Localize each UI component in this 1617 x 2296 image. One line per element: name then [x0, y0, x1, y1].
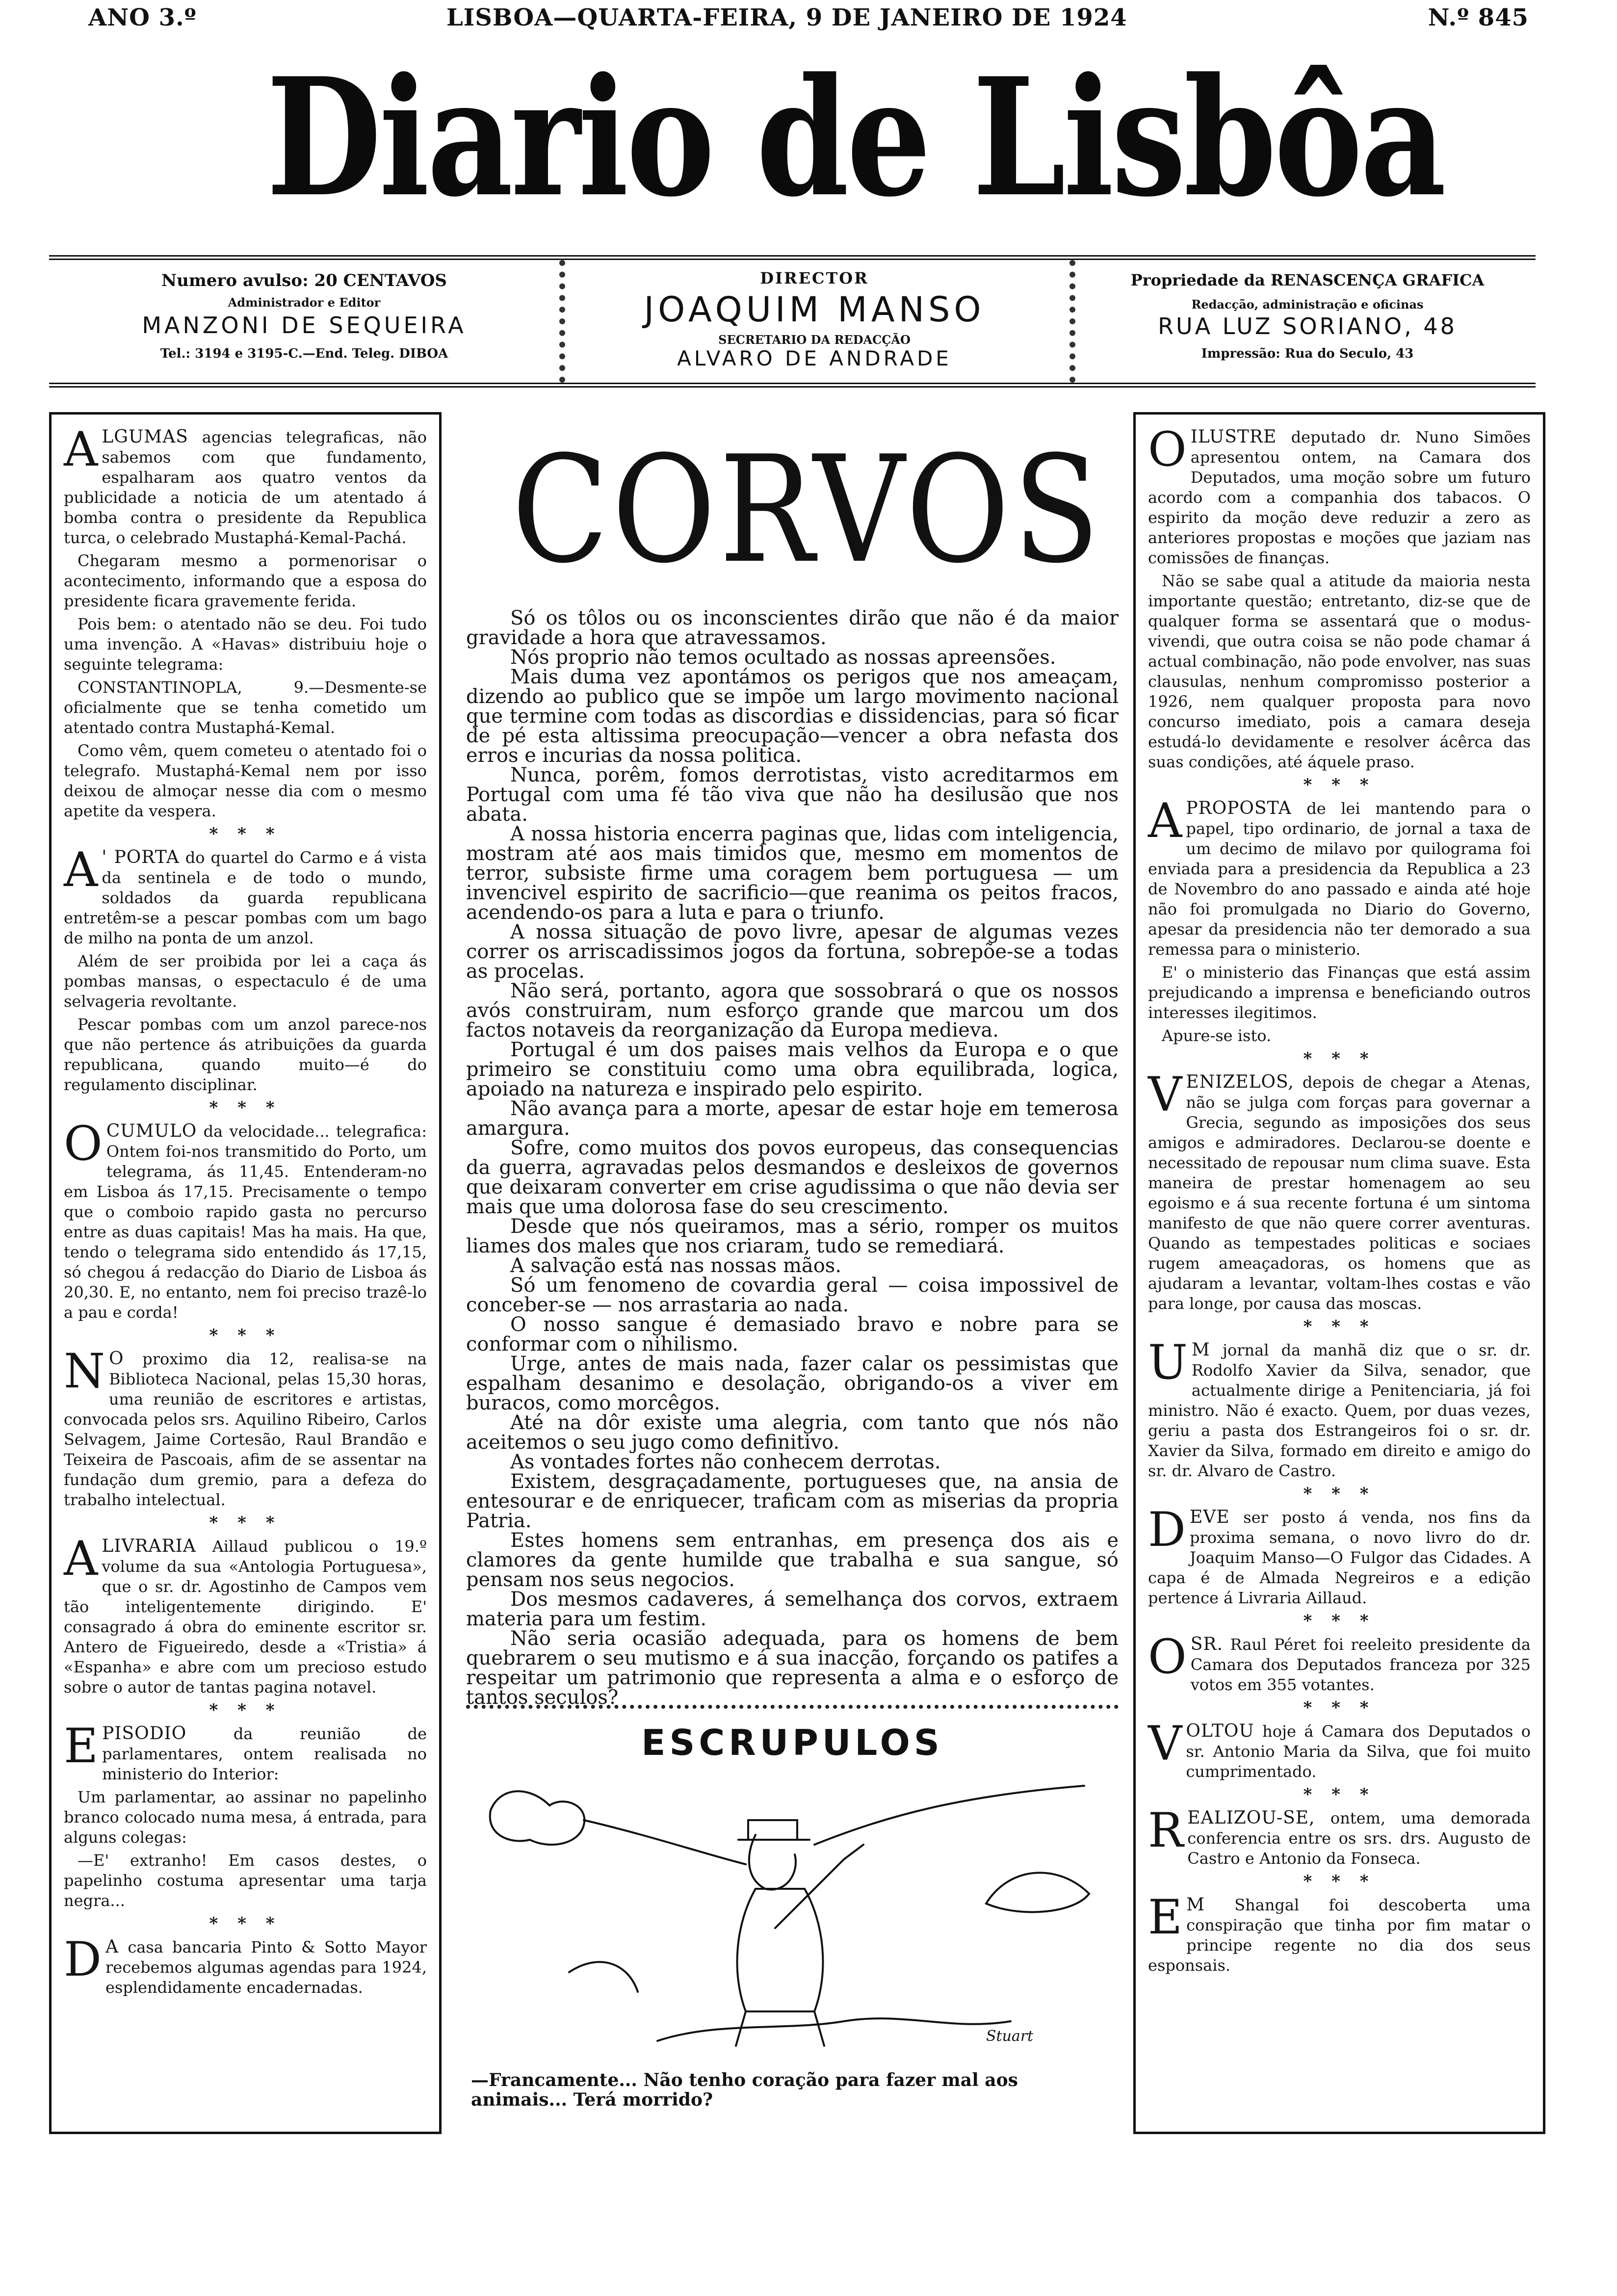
news-paragraph: [1148, 571, 1531, 772]
news-item: [1148, 1890, 1531, 1976]
cartoon-illustration: [471, 1766, 1119, 2061]
section-divider: * * *: [1303, 1484, 1376, 1504]
year-label: ANO 3.º: [88, 4, 197, 31]
lead-word: M: [1186, 1895, 1205, 1915]
issue-number: N.º 845: [1428, 4, 1529, 31]
drop-cap: O: [1148, 1629, 1187, 1684]
section-divider: * * *: [209, 824, 282, 844]
secretary-label: SECRETARIO DA REDACÇÃO: [718, 333, 911, 347]
masthead: [147, 39, 1472, 235]
masthead-title: Diario de Lisbôa: [266, 42, 1444, 233]
address-line: RUA LUZ SORIANO, 48: [1158, 313, 1457, 339]
editorial-paragraph: Nós proprio não temos ocultado as nossas apreensões.: [510, 646, 1056, 669]
property-line: Propriedade da RENASCENÇA GRAFICA: [1130, 271, 1485, 289]
news-item: [1148, 1629, 1531, 1695]
info-separator-left: [559, 260, 565, 383]
cartoon-signature: Stuart: [986, 2028, 1034, 2045]
item-text: Aillaud publicou o 19.º volume da sua «Antologia Portuguesa», que o sr. dr. Agostinho de Campos vem tão inteligentemente dirigindo. E' consagrado á obra do eminente escritor sr. Antero de Figueiredo, desde a «Tristia» á «Espanha» e abre com um precioso estudo sobre o autor de tantas pagina notavel.: [64, 1537, 427, 1696]
item-text: ontem, uma demorada conferencia entre os srs. drs. Augusto de Castro e Antonio da Fonseca.: [1187, 1809, 1531, 1868]
section-divider: * * *: [209, 1098, 282, 1118]
item-text: —E' extranho! Em casos destes, o papelinho costuma apresentar uma tarja negra...: [64, 1851, 427, 1910]
director-name: JOAQUIM MANSO: [644, 289, 985, 330]
item-text: E' o ministerio das Finanças que está assim prejudicando a imprensa e beneficiando outros interesses ilegitimos.: [1148, 963, 1531, 1022]
item-text: da velocidade... telegrafica: Ontem foi-nos transmitido do Porto, um telegrama, ás 11,45. Entenderam-no em Lisboa ás 17,15. Precisamente o tempo que o comboio rapido gasta no percurso entre as duas capitais! Mas ha mais. Ha que, tendo o telegrama sido entendido ás 17,15, só chegou á redacção do Diario de Lisboa ás 20,30. E, no entanto, nem foi preciso trazê-lo a pau e corda!: [64, 1122, 427, 1322]
item-text: depois de chegar a Atenas, não se julga com forças para governar a Grecia, segundo as imposições dos seus amigos e admiradores. Declarou-se doente e necessitado de repousar num clima suave. Esta maneira de prestar homenagem ao seu egoismo e á sua recente fortuna é um sintoma manifesto de que não quere correr aventuras. Quando as tempestades politicas e sociaes rugem ameaçadoras, os homens que as ajudaram a levantar, voltam-lhes costas e vão para longe, por causa das moscas.: [1148, 1073, 1531, 1313]
section-divider: * * *: [1303, 1317, 1376, 1336]
news-item: [1148, 1335, 1531, 1481]
drop-cap: O: [64, 1116, 103, 1171]
lead-word: ENIZELOS,: [1186, 1072, 1294, 1092]
news-paragraph: [64, 1015, 427, 1095]
item-text: Pescar pombas com um anzol parece-nos que não pertence ás atribuições da guarda republicana, quando muito—é do regulamento disciplinar.: [64, 1015, 427, 1094]
lead-word: EALIZOU-SE,: [1187, 1808, 1315, 1828]
editorial-paragraph: As vontades fortes não conhecem derrotas.: [510, 1451, 941, 1473]
item-text: jornal da manhã diz que o sr. dr. Rodolfo Xavier da Silva, senador, que actualmente dirige a Penitenciaria, já foi ministro. Não é exacto. Quem, por duas vezes, geriu a pasta dos Estrangeiros foi o sr. dr. Xavier da Silva, formado em direito e amigo do sr. dr. Alvaro de Castro.: [1148, 1341, 1531, 1480]
admin-name: MANZONI DE SEQUEIRA: [142, 312, 467, 339]
news-item: [64, 1719, 427, 1784]
section-divider: * * *: [209, 1513, 282, 1533]
section-divider: * * *: [1303, 1872, 1376, 1891]
lead-word: LIVRARIA: [102, 1536, 196, 1556]
news-item: [64, 842, 427, 948]
drop-cap: D: [64, 1932, 102, 1987]
item-text: agencias telegraficas, não sabemos com que fundamento, espalharam aos quatro ventos da publicidade a noticia de um atentado á bomba contra o presidente da Republica turca, o celebrado Mustaphá-Kemal-Pachá.: [64, 428, 427, 547]
item-text: Shangal foi descoberta uma conspiração que tinha por fim matar o principe regente no dia dos seus esponsais.: [1148, 1896, 1531, 1975]
item-text: Pois bem: o atentado não se deu. Foi tudo uma invenção. A «Havas» distribuiu hoje o seguinte telegrama:: [64, 615, 427, 674]
item-text: Raul Péret foi reeleito presidente da Camara dos Deputados franceza por 325 votos em 355 votantes.: [1190, 1635, 1531, 1694]
section-divider: * * *: [1303, 1785, 1376, 1804]
news-item: [64, 1531, 427, 1697]
editorial-paragraph: Dos mesmos cadaveres, á semelhança dos corvos, extraem materia para um festim.: [466, 1588, 1119, 1630]
lead-word: OLTOU: [1186, 1721, 1254, 1741]
lead-word: O: [109, 1349, 124, 1369]
info-bar: [49, 255, 1536, 388]
editorial-paragraph: Mais duma vez apontámos os perigos que nos ameaçam, dizendo ao publico que se impõe um largo movimento nacional que termine com todas as discordias e dissidencias, para só ficar de pé esta altissima preocupação—vencer a obra nefasta dos erros e incurias da nossa politica.: [466, 666, 1119, 767]
item-text: casa bancaria Pinto & Sotto Mayor recebemos algumas agendas para 1924, esplendidamente encadernadas.: [105, 1938, 427, 1997]
headline: CORVOS: [512, 424, 1103, 596]
editorial-paragraph: A nossa situação de povo livre, apesar de algumas vezes correr os arriscadissimos jogos da fortuna, sobrepõe-se a todas as procelas.: [466, 921, 1119, 983]
section-divider: * * *: [1303, 1698, 1376, 1718]
item-text: CONSTANTINOPLA, 9.—Desmente-se oficialmente que se tenha cometido um atentado contra Mustaphá-Kemal.: [64, 678, 427, 737]
drop-cap: N: [64, 1344, 105, 1399]
item-text: deputado dr. Nuno Simões apresentou ontem, na Camara dos Deputados, uma moção sobre um futuro acordo com a companhia dos tabacos. O espirito da moção deve reduzir a zero as anteriores propostas e moções que jaziam nas comissões de finanças.: [1148, 428, 1531, 567]
section-divider: * * *: [1303, 1049, 1376, 1069]
news-item: [64, 422, 427, 548]
news-item: [1148, 1803, 1531, 1869]
item-text: da reunião de parlamentares, ontem realisada no ministerio do Interior:: [102, 1724, 427, 1783]
editorial-paragraph: Desde que nós queiramos, mas a sério, romper os muitos liames dos males que nos criaram, tudo se remediará.: [466, 1215, 1119, 1257]
editorial-paragraph: Estes homens sem entranhas, em presença dos ais e clamores da gente humilde que trabalha e sua sangue, só pensam nos seus negocios.: [466, 1529, 1119, 1591]
drop-cap: O: [1148, 422, 1187, 477]
editorial-paragraph: Urge, antes de mais nada, fazer calar os pessimistas que espalham desanimo e desolação, obrigando-os a viver em buracos, como morcêgos.: [466, 1353, 1119, 1414]
drop-cap: E: [1148, 1890, 1183, 1945]
section-divider: * * *: [209, 1326, 282, 1345]
news-item: [1148, 422, 1531, 568]
editorial-paragraph: Portugal é um dos paises mais velhos da Europa e o que primeiro se constituiu como uma obra equilibrada, logica, apoiado na natureza e inspirado pelo espirito.: [466, 1039, 1119, 1100]
item-text: proximo dia 12, realisa-se na Biblioteca Nacional, pelas 15,30 horas, uma reunião de escritores e artistas, convocada pelos srs. Aquilino Ribeiro, Carlos Selvagem, Jaime Cortesão, Raul Brandão e Teixeira de Pascoais, afim de se assentar na fundação dum gremio, para a defeza do trabalho intelectual.: [64, 1350, 427, 1509]
drop-cap: A: [64, 422, 98, 477]
drop-cap: A: [1148, 793, 1182, 848]
telephone-line: Tel.: 3194 e 3195-C.—End. Teleg. DIBOA: [160, 346, 448, 361]
lead-word: CUMULO: [106, 1121, 197, 1141]
editorial-paragraph: Não será, portanto, agora que sossobrará o que os nossos avós construiram, num esforço grande que marcou um dos factos notaveis da reorganização da Europa medieva.: [466, 980, 1119, 1042]
item-text: Um parlamentar, ao assinar no papelinho branco colocado numa mesa, á entrada, para alguns colegas:: [64, 1788, 427, 1847]
drop-cap: U: [1148, 1335, 1188, 1390]
item-text: Chegaram mesmo a pormenorisar o acontecimento, informando que a esposa do presidente ficara gravemente ferida.: [64, 551, 427, 610]
drop-cap: E: [64, 1719, 99, 1774]
news-paragraph: [1148, 963, 1531, 1023]
editorial-paragraph: O nosso sangue é demasiado bravo e nobre para se conformar com o nihilismo.: [466, 1313, 1119, 1356]
news-item: [1148, 1067, 1531, 1314]
lead-word: A: [105, 1937, 119, 1957]
secretary-name: ALVARO DE ANDRADE: [677, 346, 952, 370]
price-label: Numero avulso: 20 CENTAVOS: [161, 271, 447, 290]
item-text: Como vêm, quem cometeu o atentado foi o telegrafo. Mustaphá-Kemal nem por isso deixou de almoçar nesse dia com o mesmo apetite da vespera.: [64, 741, 427, 820]
editorial-paragraph: Até na dôr existe uma alegria, com tanto que nós não aceitemos o seu jugo como definitivo.: [466, 1411, 1119, 1454]
admin-label: Administrador e Editor: [228, 295, 381, 310]
info-right: [1079, 260, 1536, 383]
editorial-paragraph: Só os tôlos ou os inconscientes dirão que não é da maior gravidade a hora que atravessamos.: [466, 607, 1119, 649]
drop-cap: A: [64, 1531, 98, 1586]
editorial-paragraph: Sofre, como muitos dos povos europeus, das consequencias da guerra, agravadas pelos desmandos e desleixos de governos que deixaram converter em crise agudissima o que não devia ser mais que uma dolorosa fase do seu crescimento.: [466, 1137, 1119, 1218]
drop-cap: V: [1148, 1067, 1182, 1122]
printing-line: Impressão: Rua do Seculo, 43: [1201, 346, 1414, 361]
info-separator-right: [1069, 260, 1075, 383]
item-text: Além de ser proibida por lei a caça ás pombas mansas, o espectaculo é de uma selvageria revoltante.: [64, 952, 427, 1011]
news-item: [1148, 1502, 1531, 1608]
editorial-paragraph: A salvação está nas nossas mãos.: [510, 1254, 842, 1277]
editorial-paragraph: A nossa historia encerra paginas que, lidas com inteligencia, mostram até aos mais timidos que, mesmo em momentos de terror, subsiste firme uma coragem bem portuguesa — um invencivel espirito de sacrificio—que reanima os peitos fracos, acendendo-os para a luta e para o triunfo.: [466, 823, 1119, 924]
lead-word: M: [1191, 1340, 1210, 1360]
item-text: de lei mantendo para o papel, tipo ordinario, de jornal a taxa de um decimo de milavo por quilograma foi enviada para a presidencia da Republica a 23 de Novembro do ano passado e ainda até hoje não foi promulgada no Diario do Governo, apesar da presidencia não ter demorado a sua remessa para o ministerio.: [1148, 799, 1531, 959]
news-item: [64, 1932, 427, 1998]
section-divider: * * *: [209, 1914, 282, 1933]
news-paragraph: [1148, 1026, 1531, 1046]
item-text: Não se sabe qual a atitude da maioria nesta importante questão; entretanto, diz-se que de qualquer forma se assentará que o modus-vivendi, que outra coisa se não pode chamar á actual combinação, não pode envolver, nas suas clausulas, nenhum compromisso posterior a 1926, nem qualquer proposta para novo concurso imediato, pois a camara deseja estudá-lo devidamente e resolver ácêrca das suas condições, até áquele praso.: [1148, 572, 1531, 771]
info-left: [59, 260, 549, 383]
lead-word: SR.: [1190, 1634, 1223, 1654]
drop-cap: V: [1148, 1716, 1182, 1771]
lead-word: LGUMAS: [102, 427, 188, 447]
news-paragraph: [64, 614, 427, 675]
item-text: Apure-se isto.: [1162, 1026, 1272, 1045]
lead-word: EVE: [1189, 1507, 1230, 1527]
section-divider: * * *: [209, 1700, 282, 1720]
cartoon-caption: —Francamente... Não tenho coração para fazer mal aos animais... Terá morrido?: [471, 2070, 1018, 2110]
news-paragraph: [64, 678, 427, 738]
cartoon-title: ESCRUPULOS: [641, 1722, 943, 1763]
news-paragraph: [64, 1851, 427, 1911]
news-paragraph: [64, 951, 427, 1012]
top-line: [88, 4, 1529, 38]
editorial-body: [466, 607, 1119, 1709]
info-center: [569, 260, 1060, 383]
editorial-paragraph: Só um fenomeno de covardia geral — coisa impossivel de conceber-se — nos arrastaria ao nada.: [466, 1274, 1119, 1316]
section-divider: * * *: [1303, 1611, 1376, 1631]
editorial-paragraph: Não seria ocasião adequada, para os homens de bem quebrarem o seu mutismo e á sua inacção, forçando os patifes a respeitar um patrimonio que representa a alma e o esforço de tantos seculos?: [466, 1627, 1119, 1709]
drop-cap: R: [1148, 1803, 1184, 1858]
news-item: [1148, 793, 1531, 960]
item-text: ser posto á venda, nos fins da proxima semana, o novo livro do dr. Joaquim Manso—O Fulgor das Cidades. A capa é de Almada Negreiros e a edição pertence á Livraria Aillaud.: [1148, 1508, 1531, 1607]
editorial-paragraph: Não avança para a morte, apesar de estar hoje em temerosa amargura.: [466, 1097, 1119, 1140]
lead-word: ILUSTRE: [1190, 427, 1277, 447]
drop-cap: D: [1148, 1502, 1186, 1557]
redaction-line: Redacção, administração e oficinas: [1191, 297, 1424, 312]
director-label: DIRECTOR: [760, 269, 869, 287]
editorial-paragraph: Existem, desgraçadamente, portugueses que, na ansia de entesourar e de enriquecer, traficam com as miserias da propria Patria.: [466, 1470, 1119, 1532]
news-paragraph: [64, 741, 427, 821]
news-item: [64, 1344, 427, 1510]
news-paragraph: [64, 1787, 427, 1848]
news-item: [64, 1116, 427, 1323]
drop-cap: A: [64, 842, 98, 897]
left-column: [64, 422, 427, 2114]
item-text: do quartel do Carmo e á vista da sentinela e de todo o mundo, soldados da guarda republicana entretêm-se a pescar pombas com um bago de milho na ponta de um anzol.: [64, 848, 427, 947]
news-paragraph: [64, 551, 427, 611]
section-divider: * * *: [1303, 775, 1376, 795]
editorial-paragraph: Nunca, porêm, fomos derrotistas, visto acreditarmos em Portugal com uma fé tão viva que não ha desilusão que nos abata.: [466, 764, 1119, 826]
dateline: LISBOA—QUARTA-FEIRA, 9 DE JANEIRO DE 1924: [446, 4, 1127, 31]
news-item: [1148, 1716, 1531, 1782]
right-column: [1148, 422, 1531, 2114]
lead-word: PISODIO: [102, 1723, 187, 1744]
item-text: hoje á Camara dos Deputados o sr. Antonio Maria da Silva, que foi muito cumprimentado.: [1186, 1722, 1531, 1781]
lead-word: ' PORTA: [102, 847, 180, 867]
lead-word: PROPOSTA: [1186, 798, 1292, 818]
cartoon-divider: [466, 1705, 1119, 1709]
